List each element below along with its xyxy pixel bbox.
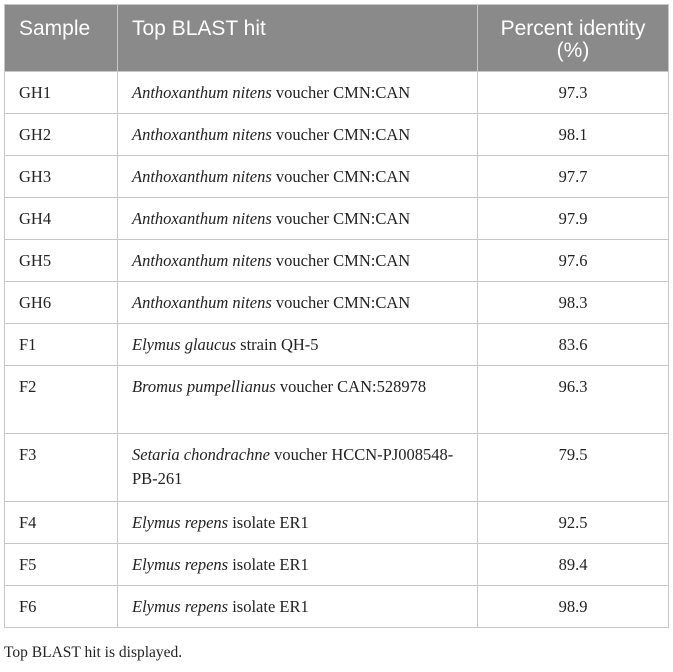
sample-cell: F5 (5, 544, 118, 586)
table-row (5, 434, 669, 502)
species-name: Anthoxanthum nitens (132, 293, 272, 312)
table-row (5, 366, 669, 434)
percent-identity-cell: 89.4 (478, 544, 669, 586)
percent-identity-cell: 79.5 (478, 434, 669, 502)
sample-cell: F3 (5, 434, 118, 502)
hit-description: voucher CMN:CAN (271, 167, 411, 186)
sample-cell: GH6 (5, 282, 118, 324)
blast-hit-cell (118, 156, 478, 198)
species-name: Setaria chondrachne (132, 445, 270, 464)
table-row (5, 324, 669, 366)
species-name: Anthoxanthum nitens (132, 209, 272, 228)
blast-hit-cell (118, 240, 478, 282)
percent-identity-cell: 92.5 (478, 502, 669, 544)
species-name: Anthoxanthum nitens (132, 251, 272, 270)
blast-hit-cell (118, 72, 478, 114)
blast-hit-cell (118, 114, 478, 156)
hit-description: voucher CAN:528978 (275, 377, 427, 396)
table-row (5, 114, 669, 156)
sample-cell: GH2 (5, 114, 118, 156)
species-name: Elymus repens (132, 513, 229, 532)
species-name: Anthoxanthum nitens (132, 167, 272, 186)
blast-hit-cell (118, 544, 478, 586)
percent-identity-cell: 96.3 (478, 366, 669, 434)
hit-description: voucher HCCN-PJ008548-PB-261 (132, 445, 454, 488)
sample-cell: GH3 (5, 156, 118, 198)
table-header-row (5, 5, 669, 72)
percent-identity-cell: 97.3 (478, 72, 669, 114)
blast-hit-cell (118, 502, 478, 544)
hit-description: isolate ER1 (228, 555, 309, 574)
header-percent-identity: Percent identity (%) (478, 5, 669, 72)
table-row (5, 586, 669, 628)
percent-identity-cell: 98.9 (478, 586, 669, 628)
blast-hit-cell (118, 198, 478, 240)
header-top-blast-hit: Top BLAST hit (118, 5, 478, 72)
hit-description: voucher CMN:CAN (271, 293, 411, 312)
sample-cell: F2 (5, 366, 118, 434)
sample-cell: F1 (5, 324, 118, 366)
table-row (5, 282, 669, 324)
hit-description: voucher CMN:CAN (271, 125, 411, 144)
sample-cell: GH1 (5, 72, 118, 114)
table-row (5, 502, 669, 544)
hit-description: isolate ER1 (228, 513, 309, 532)
species-name: Anthoxanthum nitens (132, 83, 272, 102)
table-footnote: Top BLAST hit is displayed. (4, 644, 183, 661)
table-row (5, 544, 669, 586)
table-row (5, 72, 669, 114)
species-name: Elymus glaucus (132, 335, 237, 354)
header-sample: Sample (5, 5, 118, 72)
sample-cell: F4 (5, 502, 118, 544)
percent-identity-cell: 97.7 (478, 156, 669, 198)
species-name: Anthoxanthum nitens (132, 125, 272, 144)
blast-hit-cell (118, 434, 478, 502)
table-row (5, 240, 669, 282)
species-name: Elymus repens (132, 597, 229, 616)
species-name: Bromus pumpellianus (132, 377, 276, 396)
blast-hit-cell (118, 282, 478, 324)
hit-description: strain QH-5 (236, 335, 319, 354)
percent-identity-cell: 83.6 (478, 324, 669, 366)
percent-identity-cell: 98.3 (478, 282, 669, 324)
percent-identity-cell: 97.6 (478, 240, 669, 282)
hit-description: voucher CMN:CAN (271, 83, 411, 102)
hit-description: isolate ER1 (228, 597, 309, 616)
hit-description: voucher CMN:CAN (271, 209, 411, 228)
percent-identity-cell: 98.1 (478, 114, 669, 156)
blast-hit-cell (118, 366, 478, 434)
sample-cell: GH5 (5, 240, 118, 282)
blast-results-table (4, 4, 669, 628)
blast-hit-cell (118, 586, 478, 628)
table-row (5, 156, 669, 198)
sample-cell: F6 (5, 586, 118, 628)
species-name: Elymus repens (132, 555, 229, 574)
hit-description: voucher CMN:CAN (271, 251, 411, 270)
table-row (5, 198, 669, 240)
percent-identity-cell: 97.9 (478, 198, 669, 240)
blast-hit-cell (118, 324, 478, 366)
sample-cell: GH4 (5, 198, 118, 240)
